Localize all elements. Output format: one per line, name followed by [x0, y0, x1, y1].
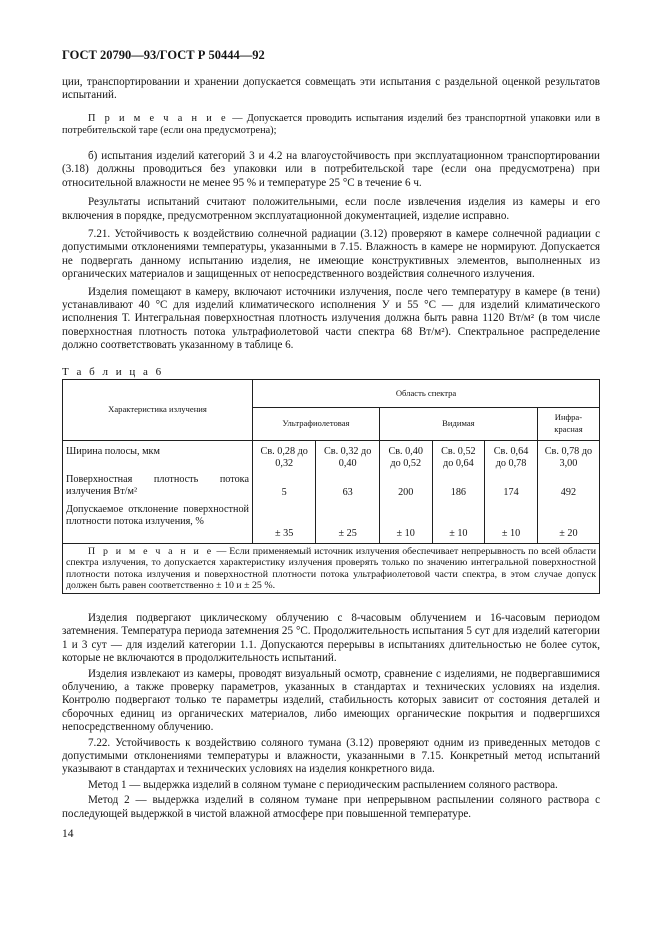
- header-characteristic: Характеристика излучения: [63, 380, 253, 441]
- table-row: [63, 501, 600, 543]
- page-number: 14: [62, 828, 74, 840]
- paragraph-cyclic-exposure: Изделия подвергают циклическому облучению с 8-часовым облучением и 16-часовым периодом затемнения. Температура периода затемнения 25 °С. Продолжительность испытания 5 сут для изделий категории 1 и 3 сут — для изделий категории 1.1. Допускаются перерывы в испытаниях длительностью не более суток, которые не включаются в продолжительность испытаний.: [62, 612, 600, 665]
- tolerance-cell: ± 35: [253, 501, 316, 543]
- band-cell: Св. 0,52 до 0,64: [432, 441, 485, 470]
- document-header: ГОСТ 20790—93/ГОСТ Р 50444—92: [62, 48, 265, 62]
- table-caption: Т а б л и ц а 6: [62, 366, 164, 378]
- band-cell: Св. 0,78 до 3,00: [537, 441, 599, 470]
- header-visible: Видимая: [379, 408, 537, 441]
- tolerance-cell: ± 10: [485, 501, 538, 543]
- tolerance-cell: ± 10: [432, 501, 485, 543]
- paragraph-chamber: Изделия помещают в камеру, включают источники излучения, после чего температуру в камере (в тени) устанавливают 40 °С для изделий климатического исполнения У и 55 °С — для изделий климатического исполнения Т. Интегральная поверхностная плотность излучения должна быть равна 1120 Вт/м² (в том числе поверхностная плотность потока ультрафиолетовой части спектра 68 Вт/м²). Спектральное распределение должно соответствовать указанному в таблице 6.: [62, 285, 600, 352]
- tolerance-cell: ± 25: [316, 501, 379, 543]
- paragraph-results: Результаты испытаний считают положительными, если после извлечения изделия из камеры и его включения в порядке, предусмотренном эксплуатационной документацией, изделие исправно.: [62, 196, 600, 222]
- tolerance-cell: ± 10: [379, 501, 432, 543]
- note-label: П р и м е ч а н и е: [88, 112, 229, 124]
- table-row: [63, 469, 600, 501]
- paragraph-inspection: Изделия извлекают из камеры, проводят визуальный осмотр, сравнение с изделиями, не подвергавшимися облучению, а также проверку параметров, указанных в стандартах и технических условиях на изделия. Контролю подвергают только те параметры изделий, стабильность которых зависит от состояния деталей и сборочных единиц из органических материалов, либо имеющих органические покрытия и подвергшихся непосредственному облучению.: [62, 667, 600, 734]
- density-cell: 5: [253, 469, 316, 501]
- upper-text-block: [62, 76, 600, 353]
- row-label-tolerance: Допускаемое отклонение поверхностной плотности потока излучения, %: [63, 501, 253, 543]
- density-cell: 186: [432, 469, 485, 501]
- header-spectrum-region: Область спектра: [253, 380, 600, 408]
- table-note-label: П р и м е ч а н и е: [88, 545, 214, 557]
- row-label-bandwidth: Ширина полосы, мкм: [63, 441, 253, 470]
- paragraph-method-1: Метод 1 — выдержка изделий в соляном тумане с периодическим распылением соляного раствора.: [88, 778, 558, 791]
- density-cell: 492: [537, 469, 599, 501]
- paragraph-method-2: Метод 2 — выдержка изделий в соляном тумане при непрерывном распылении соляного раствора с последующей выдержкой в чистой влажной атмосфере при повышенной температуре.: [62, 794, 600, 820]
- header-ultraviolet: Ультрафиолетовая: [253, 408, 380, 441]
- tolerance-cell: ± 20: [537, 501, 599, 543]
- band-cell: Св. 0,32 до 0,40: [316, 441, 379, 470]
- density-cell: 63: [316, 469, 379, 501]
- paragraph-continuation: ции, транспортировании и хранении допускается совмещать эти испытания с раздельной оценкой результатов испытаний.: [62, 76, 600, 102]
- paragraph-7-21: 7.21. Устойчивость к воздействию солнечной радиации (3.12) проверяют в камере солнечной радиации с допустимыми отклонениями температуры, указанными в 7.15. Влажность в камере не нормируют. Допускается не подвергать данному испытанию изделия, не имеющие конструктивных элементов, выполненных из органических материалов и защищенных от непосредственного воздействия солнечного излучения.: [62, 228, 600, 281]
- table-note-row: [63, 543, 600, 594]
- row-label-flux-density: Поверхностная плотность потока излучения Вт/м²: [63, 469, 253, 501]
- table-note-text: — Если применяемый источник излучения обеспечивает непрерывность по всей области спектра излучения, то допускается характеристику излучения проверять только по значению интегральной поверхностной плотности потока излучения и поверхностной плотности потока ультрафиолетовой части спектра, в этом случае допуск должен быть равен соответственно ± 10 и ± 25 %.: [66, 545, 597, 591]
- band-cell: Св. 0,40 до 0,52: [379, 441, 432, 470]
- table-row: [63, 441, 600, 470]
- table-note: [63, 543, 600, 594]
- density-cell: 174: [485, 469, 538, 501]
- table-6: [62, 379, 600, 594]
- note-transport-packaging: [62, 113, 600, 138]
- note-text: — Допускается проводить испытания изделий без транспортной упаковки или в потребительской таре (если она предусмотрена);: [62, 112, 600, 137]
- paragraph-7-22: 7.22. Устойчивость к воздействию соляного тумана (3.12) проверяют одним из приведенных методов с допустимыми отклонениями температуры и влажности, указанными в 7.15. Конкретный метод испытаний указывают в стандартах и технических условиях на изделия конкретного вида.: [62, 736, 600, 776]
- header-infrared: Инфра-красная: [537, 408, 599, 441]
- band-cell: Св. 0,28 до 0,32: [253, 441, 316, 470]
- band-cell: Св. 0,64 до 0,78: [485, 441, 538, 470]
- paragraph-b: б) испытания изделий категорий 3 и 4.2 на влагоустойчивость при эксплуатационном транспортировании (3.18) должны проводиться без упаковки или в потребительской таре (если она предусмотрена) при относительной влажности не менее 95 % и температуре 25 °С в течение 6 ч.: [62, 150, 600, 189]
- density-cell: 200: [379, 469, 432, 501]
- lower-text-block: [62, 612, 600, 821]
